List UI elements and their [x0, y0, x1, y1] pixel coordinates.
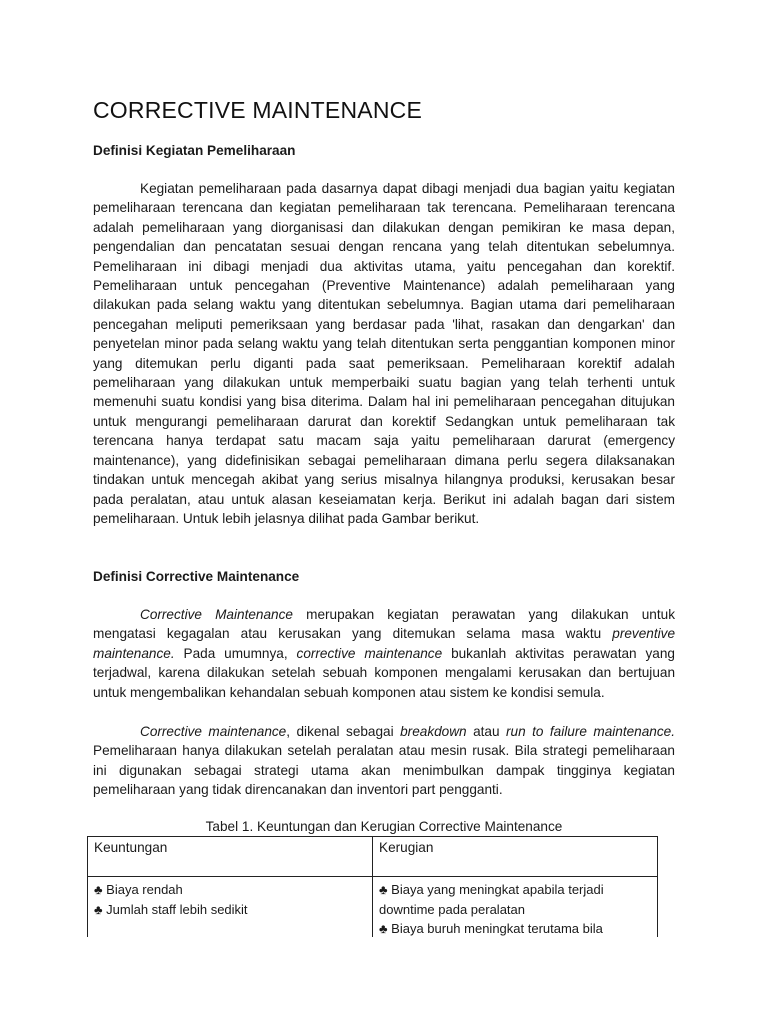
club-bullet-icon: ♣	[94, 882, 103, 897]
advantages-cell	[88, 877, 373, 938]
list-item	[379, 880, 651, 900]
italic-term: corrective maintenance	[296, 645, 443, 661]
club-bullet-icon: ♣	[94, 901, 103, 917]
table-header-keuntungan: Keuntungan	[88, 837, 373, 877]
paragraph-text: bukanlah aktivitas perawatan yang terjadwal, karena dilakukan setelah sebuah komponen mengalami kerusakan dan bertujuan untuk mengembalikan kehandalan sebuah komponen atau sistem ke kondisi semula.	[93, 645, 675, 700]
table-header-kerugian: Kerugian	[373, 837, 658, 877]
paragraph-text: , dikenal sebagai	[286, 724, 401, 739]
list-item-continuation: downtime pada peralatan	[379, 901, 525, 917]
section1-paragraph-text: Kegiatan pemeliharaan pada dasarnya dapat dibagi menjadi dua bagian yaitu kegiatan pemeliharaan terencana dan kegiatan pemeliharaan tak terencana. Pemeliharaan terencana adalah pemeliharaan yang diorganisasi dan dilakukan dengan pemikiran ke masa depan, pengendalian dan pencatatan sesuai dengan rencana yang telah ditentukan sebelumnya. Pemeliharaan ini dibagi menjadi dua aktivitas utama, yaitu pencegahan dan korektif. Pemeliharaan untuk pencegahan (Preventive Maintenance) adalah pemeliharaan yang dilakukan pada selang waktu yang ditentukan sebelumnya. Bagian utama dari pemeliharaan pencegahan meliputi pemeriksaan yang berdasar pada 'lihat, rasakan dan dengarkan' dan penyetelan minor pada selang waktu yang telah ditentukan serta penggantian komponen minor yang ditemukan perlu diganti pada saat pemeriksaan. Pemeliharaan korektif adalah pemeliharaan yang dilakukan untuk memperbaiki suatu bagian yang telah terhenti untuk memenuhi suatu kondisi yang bisa diterima. Dalam hal ini pemeliharaan pencegahan ditujukan untuk mengurangi pemeliharaan darurat dan korektif Sedangkan untuk pemeliharaan tak terencana hanya terdapat satu macam saja yaitu pemeliharaan darurat (emergency maintenance), yang didefinisikan sebagai pemeliharaan dimana perlu segera dilaksanakan tindakan untuk mencegah akibat yang serius misalnya hilangnya produksi, kerusakan besar pada peralatan, atau untuk alasan keseiamatan kerja. Berikut ini adalah bagan dari sistem pemeliharaan. Untuk lebih jelasnya dilihat pada Gambar berikut.	[93, 181, 675, 526]
table-caption: Tabel 1. Keuntungan dan Kerugian Corrective Maintenance	[205, 819, 563, 834]
club-bullet-icon: ♣	[379, 921, 388, 936]
advantage-text: Biaya rendah	[106, 882, 183, 897]
list-item	[94, 880, 366, 900]
italic-term: breakdown	[400, 724, 467, 739]
disadvantage-text: Biaya yang meningkat apabila terjadi	[391, 882, 604, 897]
club-bullet-icon: ♣	[379, 882, 388, 897]
list-item	[94, 900, 366, 920]
italic-term: Corrective Maintenance	[140, 607, 293, 622]
paragraph-text: atau	[466, 724, 506, 739]
section-heading-definisi-corrective: Definisi Corrective Maintenance	[93, 569, 300, 584]
advantages-disadvantages-table	[87, 836, 658, 937]
section2-paragraph-2	[93, 722, 675, 800]
table-row	[88, 877, 658, 938]
paragraph-text: Pada umumnya,	[174, 645, 297, 661]
paragraph-text: Pemeliharaan hanya dilakukan setelah peralatan atau mesin rusak. Bila strategi pemeliharaan ini digunakan sebagai strategi utama akan menimbulkan dampak tingginya kegiatan pemeliharaan yang tidak direncanakan dan inventori part pengganti.	[93, 743, 675, 798]
italic-term: run to failure maintenance.	[506, 724, 675, 739]
section-heading-definisi-kegiatan: Definisi Kegiatan Pemeliharaan	[93, 143, 296, 158]
section1-paragraph	[93, 179, 675, 528]
section2-paragraph-1	[93, 605, 675, 702]
list-item	[379, 919, 651, 937]
document-title: CORRECTIVE MAINTENANCE	[93, 97, 422, 123]
italic-term: Corrective maintenance	[140, 724, 287, 739]
disadvantages-cell	[373, 877, 658, 938]
table-header-row	[88, 837, 658, 877]
disadvantage-text: Biaya buruh meningkat terutama bila	[391, 921, 603, 936]
paragraph-text: merupakan kegiatan perawatan yang dilakukan untuk mengatasi kegagalan atau kerusakan yang ditemukan selama masa waktu	[93, 607, 675, 642]
italic-term: preventive maintenance.	[93, 626, 675, 661]
advantage-text: Jumlah staff lebih sedikit	[106, 901, 248, 917]
